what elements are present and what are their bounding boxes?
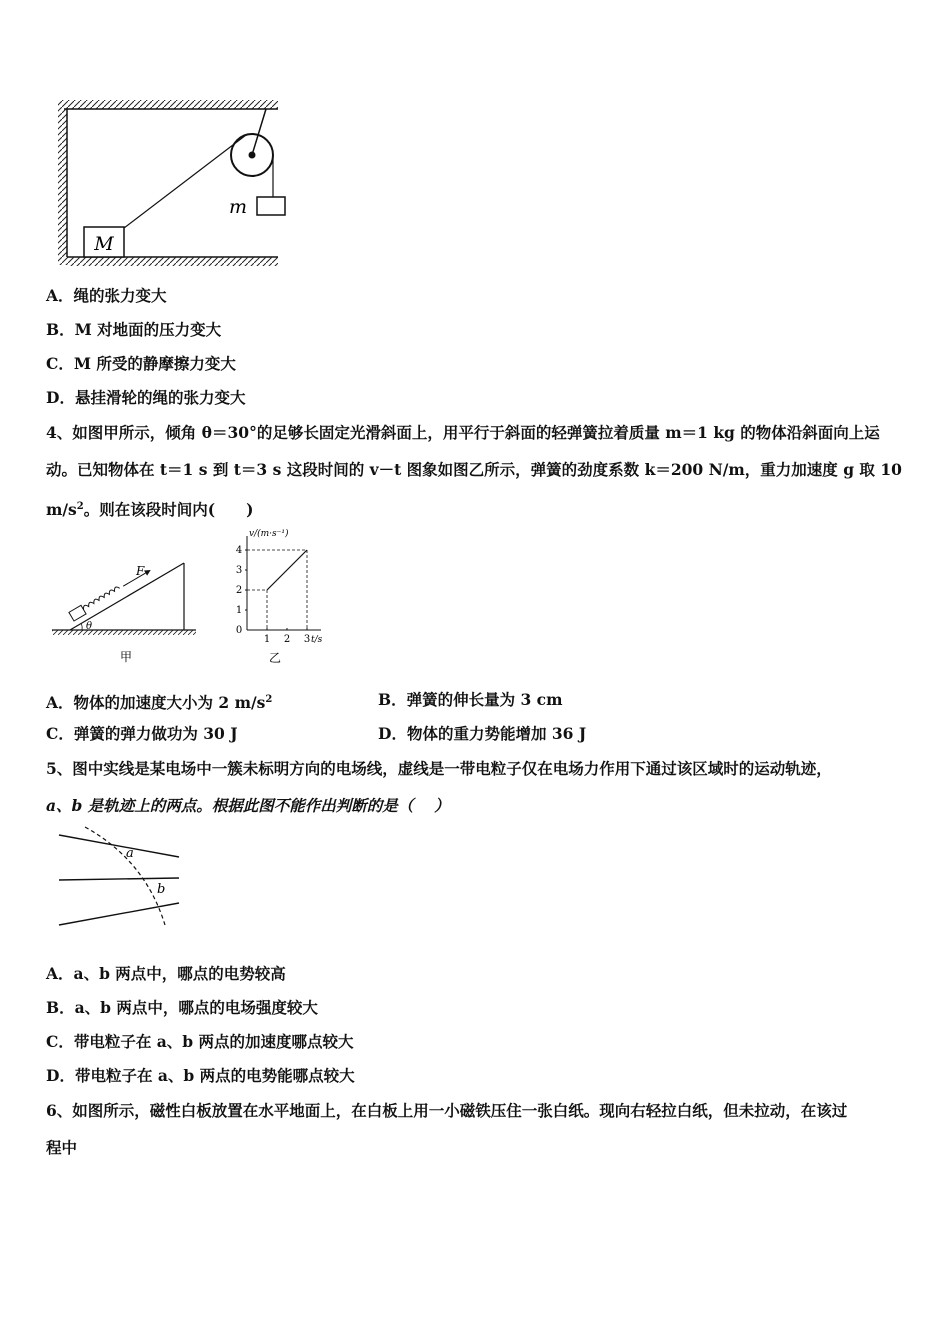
vt-graph	[225, 530, 335, 670]
label-big-M: M	[94, 233, 114, 255]
q5-stem-line1: 5、图中实线是某电场中一簇未标明方向的电场线，虚线是一带电粒子仅在电场力作用下通过该区域时的运动轨迹，	[46, 759, 832, 778]
figure-caption-jia: 甲	[119, 650, 133, 664]
q6-stem-line1: 6、如图所示，磁性白板放置在水平地面上，在白板上用一小磁铁压住一张白纸。现向右轻拉白纸，但未拉动，在该过	[46, 1101, 848, 1120]
q4-stem-line3: $m/s^2$。则在该段时间内( )	[46, 500, 254, 520]
force-label: F	[136, 564, 145, 578]
y-tick-label: 4	[235, 545, 243, 556]
q3-option-d: D．悬挂滑轮的绳的张力变大	[46, 388, 246, 407]
incline-figure	[48, 555, 198, 670]
x-tick-label: 2	[283, 634, 291, 645]
y-tick-label: 0	[235, 625, 243, 636]
point-b-label: b	[157, 882, 166, 897]
x-axis-label: t/s	[311, 635, 323, 645]
q4-stem-line1: 4、如图甲所示，倾角 θ＝30°的足够长固定光滑斜面上，用平行于斜面的轻弹簧拉着质量 m＝1 kg 的物体沿斜面向上运	[46, 423, 880, 442]
label-small-m: m	[228, 196, 248, 218]
x-tick-label: 1	[263, 634, 271, 645]
q5-option-b: B．a、b 两点中，哪点的电场强度较大	[46, 998, 318, 1017]
q6-stem-line2: 程中	[46, 1138, 78, 1157]
q5-option-d: D．带电粒子在 a、b 两点的电势能哪点较大	[46, 1066, 355, 1085]
y-axis-label: v/(m·s⁻¹)	[249, 529, 289, 539]
field-lines-figure	[55, 825, 185, 930]
point-a-label: a	[126, 846, 134, 861]
q3-option-c: C．M 所受的静摩擦力变大	[46, 354, 236, 373]
q5-stem-line2: a、b 是轨迹上的两点。根据此图不能作出判断的是（ ）	[46, 796, 450, 815]
q5-option-c: C．带电粒子在 a、b 两点的加速度哪点较大	[46, 1032, 354, 1051]
angle-label: θ	[86, 621, 93, 632]
q3-option-a: A．绳的张力变大	[46, 286, 167, 305]
block-small-m	[257, 197, 285, 215]
y-tick-label: 3	[235, 565, 243, 576]
series-line	[267, 550, 307, 590]
pulley-figure	[50, 95, 290, 275]
q4-stem-line2: 动。已知物体在 t＝1 s 到 t＝3 s 这段时间的 v－t 图象如图乙所示，弹簧的劲度系数 k＝200 N/m，重力加速度 g 取 10	[46, 460, 902, 479]
q4-option-c: C．弹簧的弹力做功为 30 J	[46, 724, 238, 743]
q5-option-a: A．a、b 两点中，哪点的电势较高	[46, 964, 286, 983]
figure-caption-yi: 乙	[268, 651, 282, 665]
y-tick-label: 2	[235, 585, 243, 596]
x-tick-label: 3	[303, 634, 311, 645]
q3-option-b: B．M 对地面的压力变大	[46, 320, 222, 339]
q4-option-a: A．物体的加速度大小为 2 $m/s^2$	[46, 693, 273, 713]
q4-option-d: D．物体的重力势能增加 36 J	[378, 724, 587, 743]
y-tick-label: 1	[235, 605, 243, 616]
q4-option-b: B．弹簧的伸长量为 3 cm	[378, 690, 563, 709]
